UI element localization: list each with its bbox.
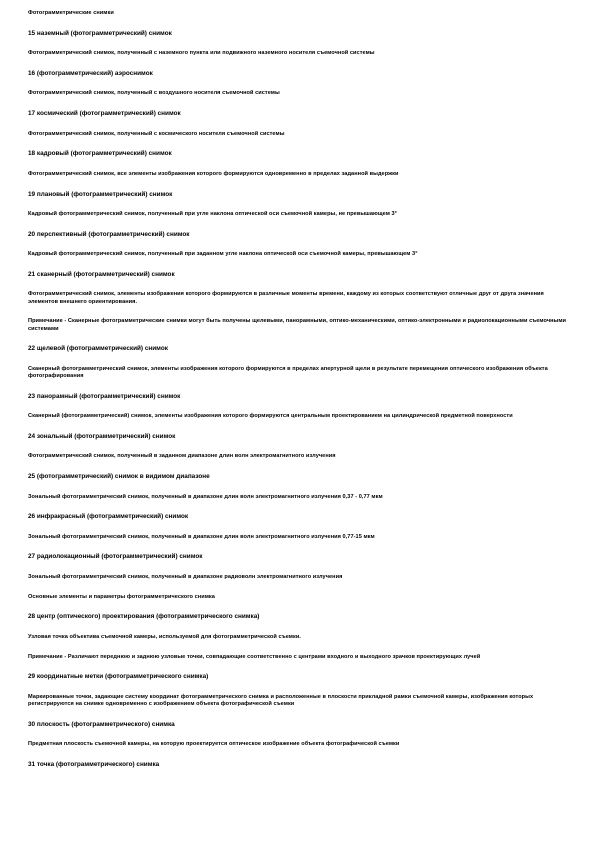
term-definition: Узловая точка объектива съемочной камеры, используемой для фотограмметрической съемки. bbox=[28, 633, 301, 640]
term-definition: Фотограмметрический снимок, полученный с космического носителя съемочной системы bbox=[28, 130, 285, 137]
term-definition: Фотограмметрический снимок, полученный с наземного пункта или подвижного наземного носителя съемочной системы bbox=[28, 50, 375, 57]
term-heading: 27 радиолокационный (фотограмметрический) снимок bbox=[28, 553, 203, 561]
document-page bbox=[28, 10, 568, 769]
term-definition: Зональный фотограмметрический снимок, полученный в диапазоне длин волн электромагнитного излучения 0,37 - 0,77 мкм bbox=[28, 493, 383, 500]
term-heading: 31 точка (фотограмметрического) снимка bbox=[28, 760, 160, 768]
term-heading: 23 панорамный (фотограмметрический) снимок bbox=[28, 392, 181, 400]
term-definition: Маркированные точки, задающие систему координат фотограмметрического снимка и расположенные в плоскости прикладной рамки съемочной камеры, изображения которых регистрируются на снимке одновременно с изображением объекта фотографической съемки bbox=[28, 693, 534, 707]
term-definition: Зональный фотограмметрический снимок, полученный в диапазоне длин волн электромагнитного излучения 0,77-15 мкм bbox=[28, 533, 375, 540]
term-heading: 17 космический (фотограмметрический) снимок bbox=[28, 110, 181, 118]
term-definition: Фотограмметрический снимок, полученный в заданном диапазоне длин волн электромагнитного излучения bbox=[28, 453, 336, 460]
section-heading: Основные элементы и параметры фотограмметрического снимка bbox=[28, 593, 215, 600]
term-heading: 19 плановый (фотограмметрический) снимок bbox=[28, 190, 173, 198]
term-heading: 21 сканерный (фотограмметрический) снимок bbox=[28, 270, 175, 278]
term-heading: 24 зональный (фотограмметрический) снимок bbox=[28, 432, 176, 440]
term-definition: Предметная плоскость съемочной камеры, на которую проектируется оптическое изображение объекта фотографической съемки bbox=[28, 741, 400, 748]
term-heading: 22 щелевой (фотограмметрический) снимок bbox=[28, 345, 168, 353]
term-heading: 25 (фотограмметрический) снимок в видимом диапазоне bbox=[28, 473, 210, 481]
term-heading: 20 перспективный (фотограмметрический) снимок bbox=[28, 230, 190, 238]
term-heading: 30 плоскость (фотограмметрического) снимка bbox=[28, 720, 175, 728]
section-heading: Фотограмметрические снимки bbox=[28, 10, 114, 16]
term-definition: Фотограмметрический снимок, элементы изображения которого формируются в различные моменты времени, каждому из которых соответствуют отличные друг от друга значения элементов внешнего ориентирования. bbox=[28, 291, 544, 305]
term-heading: 18 кадровый (фотограмметрический) снимок bbox=[28, 150, 172, 158]
term-definition: Сканерный (фотограмметрический) снимок, элементы изображения которого формируются центральным проектированием на цилиндрической предметной поверхности bbox=[28, 413, 513, 420]
term-heading: 15 наземный (фотограмметрический) снимок bbox=[28, 29, 172, 37]
term-definition: Кадровый фотограмметрический снимок, полученный при угле наклона оптической оси съемочной камеры, не превышающем 3° bbox=[28, 211, 397, 218]
term-definition: Фотограмметрический снимок, все элементы изображения которого формируются одновременно в пределах заданной выдержки bbox=[28, 170, 399, 177]
term-heading: 26 инфракрасный (фотограмметрический) снимок bbox=[28, 513, 189, 521]
term-definition: Кадровый фотограмметрический снимок, полученный при заданном угле наклона оптической оси съемочной камеры, превышающем 3° bbox=[28, 251, 418, 258]
term-heading: 28 центр (оптического) проектирования (фотограмметрического снимка) bbox=[28, 613, 260, 621]
term-definition: Фотограмметрический снимок, полученный с воздушного носителя съемочной системы bbox=[28, 90, 280, 97]
note-paragraph: Примечание - Сканерные фотограмметрические снимки могут быть получены щелевыми, панорамными, оптико-механическими, оптико-электронными и радиолокационными съемочными системами bbox=[28, 318, 567, 332]
note-paragraph: Примечание - Различают переднюю и заднюю узловые точки, совпадающие соответственно с центрами входного и выходного зрачков проектирующих лучей bbox=[28, 653, 481, 660]
term-definition: Зональный фотограмметрический снимок, полученный в диапазоне радиоволн электромагнитного излучения bbox=[28, 573, 343, 580]
term-definition: Сканерный фотограмметрический снимок, элементы изображения которого формируются в пределах апертурной щели в результате перемещения оптического изображения объекта фотографирования bbox=[28, 365, 548, 379]
term-heading: 29 координатные метки (фотограмметрического снимка) bbox=[28, 673, 209, 681]
term-heading: 16 (фотограмметрический) аэроснимок bbox=[28, 69, 153, 77]
